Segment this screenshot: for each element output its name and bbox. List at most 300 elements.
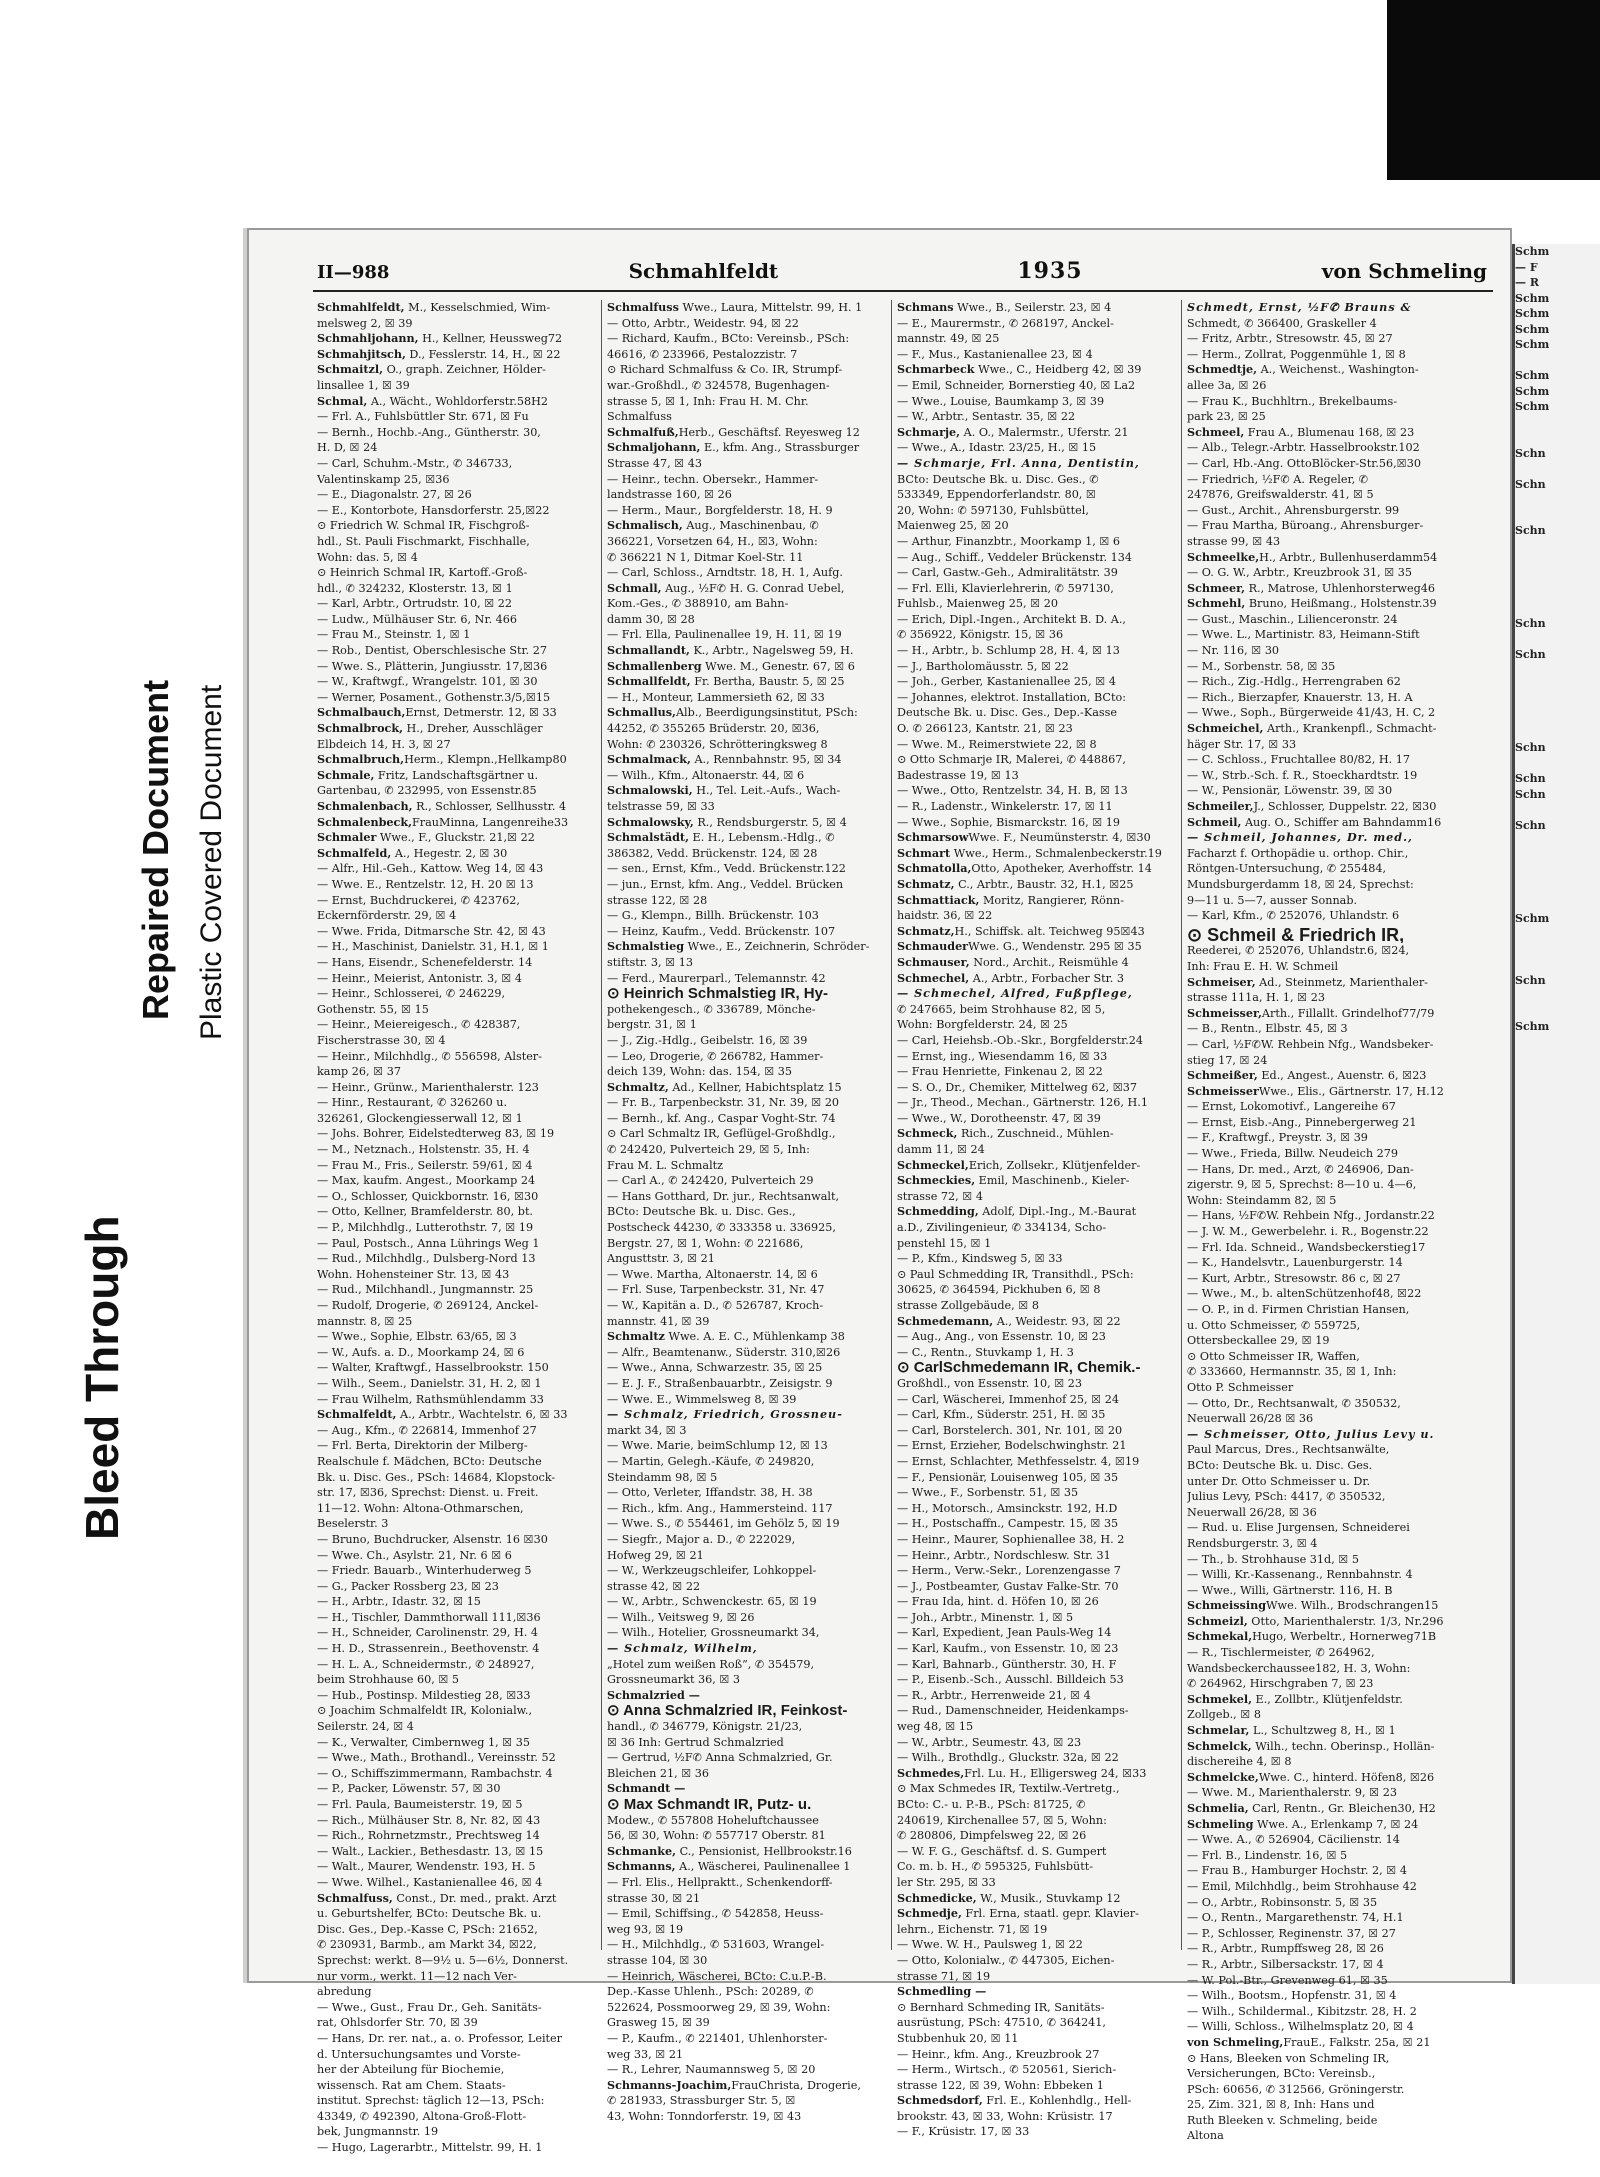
entry-surname: Schmauder [897, 939, 969, 954]
directory-entry [317, 955, 599, 971]
directory-entry [317, 674, 599, 690]
entry-text: Neuerwall 26/28, ☒ 36 [1187, 1505, 1317, 1519]
entry-text: — W., Kapitän a. D., ✆ 526787, Kroch- [607, 1299, 824, 1312]
entry-text: — P., Milchhdlg., Lutterothstr. 7, ☒ 19 [317, 1221, 534, 1235]
entry-text: Adolf, Dipl.-Ing., M.-Baurat [978, 1205, 1137, 1219]
directory-entry [317, 316, 599, 332]
directory-entry [607, 1485, 889, 1501]
label-repaired-document: Repaired Document [135, 679, 176, 1020]
directory-entry [897, 627, 1179, 643]
directory-entry [607, 2093, 889, 2109]
directory-entry [1187, 518, 1469, 534]
next-page-fragment [1515, 430, 1600, 446]
directory-entry [607, 1407, 889, 1423]
entry-text: — Aug., Kfm., ✆ 226814, Immenhof 27 [317, 1423, 537, 1437]
directory-entry [317, 1703, 599, 1719]
directory-entry [317, 659, 599, 675]
directory-entry [897, 2047, 1179, 2063]
entry-text: — Heinr., Meierist, Antonistr. 3, ☒ 4 [317, 971, 522, 985]
entry-text: Badestrasse 19, ☒ 13 [897, 768, 1019, 782]
directory-entry [897, 1173, 1179, 1189]
entry-text: Neuerwall 26/28 ☒ 36 [1187, 1412, 1314, 1426]
entry-surname: Schmal, [317, 393, 368, 408]
directory-entry [607, 503, 889, 519]
entry-text: — Aug., Ang., von Essenstr. 10, ☒ 23 [897, 1330, 1106, 1344]
entry-text: her der Abteilung für Biochemie, [317, 2063, 505, 2077]
entry-text: Moritz, Rangierer, Rönn- [979, 893, 1125, 907]
entry-text: handl., ✆ 346779, Königstr. 21/23, [607, 1720, 803, 1734]
next-page-fragment: Schm [1515, 245, 1550, 258]
entry-surname: Schmart [897, 845, 951, 860]
directory-entry [607, 1906, 889, 1922]
directory-entry [1187, 861, 1469, 877]
directory-entry [897, 893, 1179, 909]
entry-text: — H., Arbtr., Idastr. 32, ☒ 15 [317, 1595, 481, 1609]
directory-entry [897, 1594, 1179, 1610]
entry-text: — G., Klempn., Billh. Brückenstr. 103 [607, 909, 819, 923]
entry-text: — Rich., Mülhäuser Str. 8, Nr. 82, ☒ 43 [317, 1813, 541, 1827]
entry-text: bek, Jungmannstr. 19 [317, 2125, 439, 2139]
entry-text: Deutsche Bk. u. Disc. Ges., Dep.-Kasse [897, 706, 1117, 720]
directory-entry [897, 1282, 1179, 1298]
directory-entry [607, 409, 889, 425]
directory-entry [897, 1688, 1179, 1704]
entry-text: Aug. O., Schiffer am Bahndamm16 [1241, 815, 1442, 829]
directory-entry [607, 1173, 889, 1189]
directory-entry [607, 939, 889, 955]
directory-entry [897, 1189, 1179, 1205]
entry-text: strasse 42, ☒ 22 [607, 1579, 701, 1593]
entry-text: — S. O., Dr., Chemiker, Mittelweg 62, ☒37 [897, 1080, 1138, 1094]
entry-text: A., Rennbahnstr. 95, ☒ 34 [690, 753, 842, 767]
entry-text: ✆ 356922, Königstr. 15, ☒ 36 [897, 628, 1064, 642]
entry-text: — P., Kaufm., ✆ 221401, Uhlenhorster- [607, 2031, 828, 2045]
directory-entry [607, 518, 889, 534]
entry-surname: Schmarje, [897, 424, 961, 439]
entry-text: 43349, ✆ 492390, Altona-Groß-Flott- [317, 2109, 527, 2123]
entry-text: Maienweg 25, ☒ 20 [897, 519, 1009, 533]
directory-entry [1187, 1614, 1469, 1630]
entry-text: Arth., Krankenpfl., Schmacht- [1263, 722, 1437, 736]
directory-entry [607, 971, 889, 987]
column-2 [607, 300, 889, 2124]
entry-text: — Wilh., Brothdlg., Gluckstr. 32a, ☒ 22 [897, 1751, 1119, 1765]
directory-entry [1187, 1973, 1469, 1989]
entry-surname: Schmehl, [1187, 596, 1246, 611]
directory-entry [1187, 1458, 1469, 1474]
entry-text: war.-Großhdl., ✆ 324578, Bugenhagen- [607, 378, 830, 392]
directory-entry [317, 1610, 599, 1626]
entry-text: — Wwe., Gust., Frau Dr., Geh. Sanitäts- [317, 2000, 542, 2014]
entry-text: Emil, Maschinenb., Kieler- [975, 1174, 1130, 1188]
entry-text: — Arthur, Finanzbtr., Moorkamp 1, ☒ 6 [897, 534, 1121, 548]
entry-text: H., Schiffsk. alt. Teichweg 95☒43 [954, 924, 1145, 938]
next-page-fragment: Schm [1515, 307, 1550, 320]
directory-entry [317, 2000, 599, 2016]
entry-text: Fr. Bertha, Baustr. 5, ☒ 25 [690, 675, 845, 689]
next-page-fragment [1515, 802, 1600, 818]
directory-entry [1187, 1552, 1469, 1568]
directory-entry [317, 503, 599, 519]
directory-entry [607, 721, 889, 737]
entry-text: — Frau M., Fris., Seilerstr. 59/61, ☒ 4 [317, 1158, 533, 1172]
entry-text: u. Geburtshelfer, BCto: Deutsche Bk. u. [317, 1907, 542, 1921]
directory-entry [1187, 472, 1469, 488]
entry-text: — Schmeil, Johannes, Dr. med., [1187, 830, 1413, 845]
directory-entry [607, 425, 889, 441]
entry-text: — Wilh., Seem., Danielstr. 31, H. 2, ☒ 1 [317, 1376, 542, 1390]
entry-text: — Rich., Zig.-Hdlg., Herrengraben 62 [1187, 675, 1401, 689]
entry-text: H., Tel. Leit.-Aufs., Wach- [692, 784, 841, 798]
directory-entry [317, 409, 599, 425]
directory-entry [1187, 1349, 1469, 1365]
entry-text: — R., Ladenstr., Winkelerstr. 17, ☒ 11 [897, 800, 1113, 813]
entry-text: ausrüstung, PSch: 47510, ✆ 364241, [897, 2016, 1106, 2030]
entry-text: — J., Zig.-Hdlg., Geibelstr. 16, ☒ 39 [607, 1033, 808, 1047]
entry-surname: Schmeiler, [1187, 799, 1254, 813]
directory-entry [607, 1158, 889, 1174]
directory-entry [607, 316, 889, 332]
entry-text: FrauMinna, Langenreihe33 [412, 815, 569, 829]
entry-text: — G., Packer Rossberg 23, ☒ 23 [317, 1579, 499, 1593]
entry-surname: Schmalstädt, [607, 830, 689, 845]
directory-entry [897, 815, 1179, 831]
directory-entry [607, 1594, 889, 1610]
entry-text: — Carl A., ✆ 242420, Pulverteich 29 [607, 1174, 814, 1188]
entry-text: ⊙ Max Schmedes IR, Textilw.-Vertretg., [897, 1782, 1120, 1796]
entry-text: Hugo, Werbeltr., Hornerweg71B [1252, 1630, 1437, 1644]
directory-entry [317, 1438, 599, 1454]
entry-text: — W. Pol.-Btr., Grevenweg 61, ☒ 35 [1187, 1973, 1388, 1987]
entry-text: E. H., Lebensm.-Hdlg., ✆ [688, 831, 835, 845]
directory-entry [1187, 1084, 1469, 1100]
directory-entry [1187, 1645, 1469, 1661]
entry-text: Ad., Steinmetz, Marienthaler- [1255, 975, 1428, 989]
column-3 [897, 300, 1179, 2140]
directory-entry [317, 893, 599, 909]
directory-entry [897, 690, 1179, 706]
entry-text: strasse 5, ☒ 1, Inh: Frau H. M. Chr. [607, 394, 809, 408]
entry-surname: Schmeil, [1187, 814, 1242, 829]
entry-surname: Schmelck, [1187, 1738, 1252, 1753]
directory-entry [897, 1906, 1179, 1922]
directory-entry [1187, 2113, 1469, 2129]
entry-text: Wwe. Wilh., Brodschrangen15 [1266, 1599, 1439, 1613]
directory-entry [607, 1204, 889, 1220]
entry-text: Beselerstr. 3 [317, 1517, 389, 1531]
entry-text: Strasse 47, ☒ 43 [607, 456, 703, 470]
directory-entry [1187, 1707, 1469, 1723]
directory-entry [607, 1532, 889, 1548]
directory-entry [1187, 1801, 1469, 1817]
entry-text: Rich., Zuschneid., Mühlen- [957, 1127, 1114, 1141]
entry-text: 366221, Vorsetzen 64, H., ☒3, Wohn: [607, 534, 818, 548]
directory-entry [317, 518, 599, 534]
entry-text: A., Wäscherei, Paulinenallee 1 [675, 1860, 851, 1874]
directory-entry [897, 2093, 1179, 2109]
directory-entry [897, 1625, 1179, 1641]
entry-text: deich 139, Wohn: das. 154, ☒ 35 [607, 1065, 793, 1079]
entry-surname: Schmalowsky, [607, 814, 694, 829]
directory-entry [1187, 1396, 1469, 1412]
directory-entry [317, 1859, 599, 1875]
next-page-fragment [1515, 570, 1600, 586]
directory-entry [607, 1236, 889, 1252]
directory-entry [607, 1329, 889, 1345]
entry-text: — O., Schlosser, Quickbornstr. 16, ☒30 [317, 1189, 539, 1203]
directory-entry [897, 1204, 1179, 1220]
side-labels [60, 520, 230, 1720]
directory-entry [317, 1548, 599, 1564]
entry-text: Grossneumarkt 36, ☒ 3 [607, 1673, 741, 1687]
entry-text: unter Dr. Otto Schmeisser u. Dr. [1187, 1474, 1370, 1488]
directory-entry [1187, 565, 1469, 581]
entry-text: — Wwe., Sophie, Bismarckstr. 16, ☒ 19 [897, 815, 1121, 829]
directory-entry [1187, 1364, 1469, 1380]
entry-text: L., Schultzweg 8, H., ☒ 1 [1249, 1724, 1396, 1738]
entry-text: landstrasse 160, ☒ 26 [607, 488, 732, 502]
directory-entry [1187, 1333, 1469, 1349]
left-keyword: Schmahlfeldt [628, 259, 779, 283]
entry-text: strasse 104, ☒ 30 [607, 1953, 708, 1967]
entry-text: — Emil, Milchhdlg., beim Strohhause 42 [1187, 1879, 1417, 1893]
directory-entry [897, 534, 1179, 550]
entry-text: Co. m. b. H., ✆ 595325, Fuhlsbütt- [897, 1860, 1094, 1874]
directory-entry [607, 1922, 889, 1938]
entry-text: — K., Handelsvtr., Lauenburgerstr. 14 [1187, 1256, 1403, 1270]
entry-text: Valentinskamp 25, ☒36 [317, 472, 450, 486]
next-page-fragment: — F [1515, 260, 1538, 274]
next-page-fragment: Schn [1515, 787, 1546, 801]
entry-text: — Ernst, Schlachter, Methfesselstr. 4, ☒19 [897, 1454, 1140, 1468]
directory-entry [1187, 959, 1469, 975]
directory-entry [897, 456, 1179, 472]
directory-entry [897, 1423, 1179, 1439]
entry-surname: Schmekel, [1187, 1691, 1252, 1706]
directory-entry [607, 1376, 889, 1392]
directory-entry [897, 2062, 1179, 2078]
directory-entry [607, 1781, 889, 1797]
entry-surname: Schmatz, [897, 876, 955, 891]
directory-entry [317, 1937, 599, 1953]
directory-entry [607, 1672, 889, 1688]
entry-text: — R., Lehrer, Naumannsweg 5, ☒ 20 [607, 2063, 816, 2077]
entry-text: Eckernförderstr. 29, ☒ 4 [317, 909, 457, 923]
directory-entry [317, 1984, 599, 2000]
directory-entry [897, 1532, 1179, 1548]
directory-entry [317, 1781, 599, 1797]
entry-text: Const., Dr. med., prakt. Arzt [392, 1891, 557, 1905]
entry-text: abredung [317, 1985, 372, 1999]
directory-entry [607, 472, 889, 488]
directory-entry [1187, 534, 1469, 550]
entry-surname: Schmekal, [1187, 1629, 1253, 1644]
header-rule [313, 290, 1493, 292]
next-page-fragment [1515, 508, 1600, 524]
entry-surname: Schmalisch, [607, 518, 683, 533]
entry-surname: Schmallandt, [607, 643, 690, 658]
entry-surname: Schmedding, [897, 1204, 979, 1219]
entry-text: — Wwe., Soph., Bürgerweide 41/43, H. C, 2 [1187, 706, 1436, 720]
entry-text: C., Pensionist, Hellbrookstr.16 [676, 1844, 852, 1858]
directory-entry [897, 409, 1179, 425]
directory-entry [1187, 1739, 1469, 1755]
next-page-fragment [1515, 725, 1600, 741]
directory-entry [317, 1844, 599, 1860]
entry-text: Herb., Geschäftsf. Reyesweg 12 [678, 425, 860, 439]
entry-text: — R., Arbtr., Rumpffsweg 28, ☒ 26 [1187, 1942, 1384, 1956]
next-page-fragment [1515, 353, 1600, 369]
entry-text: — Wwe., Anna, Schwarzestr. 35, ☒ 25 [607, 1361, 823, 1375]
entry-text: — Karl, Arbtr., Ortrudstr. 10, ☒ 22 [317, 597, 513, 611]
entry-text: Hofweg 29, ☒ 21 [607, 1548, 704, 1562]
label-bleed-through: Bleed Through [76, 1215, 128, 1540]
entry-text: BCto: Deutsche Bk. u. Disc. Ges. [1187, 1458, 1373, 1472]
directory-entry [897, 752, 1179, 768]
entry-surname: Schmaitzl, [317, 362, 384, 377]
entry-text: — Paul, Postsch., Anna Lührings Weg 1 [317, 1236, 540, 1250]
entry-text: — Karl, Bahnarb., Güntherstr. 30, H. F [897, 1657, 1117, 1671]
directory-entry [897, 565, 1179, 581]
directory-entry [897, 1049, 1179, 1065]
entry-text: lehrn., Eichenstr. 71, ☒ 19 [897, 1922, 1048, 1936]
entry-surname: von Schmeling, [1187, 2034, 1284, 2049]
directory-entry [607, 815, 889, 831]
entry-text: — W., Arbtr., Schwenckestr. 65, ☒ 19 [607, 1595, 817, 1609]
directory-entry [1187, 1754, 1469, 1770]
entry-text: strasse Zollgebäude, ☒ 8 [897, 1299, 1039, 1312]
entry-text: 247876, Greifswalderstr. 41, ☒ 5 [1187, 488, 1374, 502]
directory-entry [897, 1376, 1179, 1392]
directory-entry [317, 1204, 599, 1220]
next-page-fragment: — R [1515, 276, 1539, 289]
entry-text: — Wwe. W. H., Paulsweg 1, ☒ 22 [897, 1938, 1083, 1952]
directory-entry [607, 1049, 889, 1065]
entry-surname: Schmall, [607, 580, 662, 595]
directory-entry [317, 799, 599, 815]
entry-text: 46616, ✆ 233966, Pestalozzistr. 7 [607, 347, 798, 361]
directory-entry [1187, 674, 1469, 690]
directory-entry [607, 1033, 889, 1049]
directory-entry [607, 2109, 889, 2125]
entry-text: — Wilh., Schildermal., Kibitzstr. 28, H. 2 [1187, 2004, 1417, 2018]
entry-text: ✆ 230931, Barmb., am Markt 34, ☒22, [317, 1938, 537, 1952]
next-page-fragment [1515, 461, 1600, 477]
directory-entry [897, 1438, 1179, 1454]
entry-surname: Schmalfeld, [317, 845, 392, 860]
entry-text: Wwe. C., hinterd. Höfen8, ☒26 [1258, 1770, 1435, 1784]
entry-text: — Johs. Bohrer, Eidelstedterweg 83, ☒ 19 [317, 1127, 555, 1141]
entry-text: — Martin, Gelegh.-Käufe, ✆ 249820, [607, 1454, 815, 1468]
entry-text: — E., Diagonalstr. 27, ☒ 26 [317, 488, 472, 502]
directory-entry [897, 939, 1179, 955]
entry-text: ✆ 366221 N 1, Ditmar Koel-Str. 11 [607, 550, 804, 564]
directory-entry [317, 721, 599, 737]
directory-entry [1187, 643, 1469, 659]
directory-entry [1187, 331, 1469, 347]
directory-entry [607, 1126, 889, 1142]
entry-text: BCto: Deutsche Bk. u. Disc. Ges., ✆ [897, 472, 1099, 486]
entry-text: FrauE., Falkstr. 25a, ☒ 21 [1283, 2035, 1431, 2049]
directory-entry [607, 1002, 889, 1018]
entry-text: Wohn: das. 5, ☒ 4 [317, 550, 418, 564]
entry-text: Ottersbeckallee 29, ☒ 19 [1187, 1334, 1330, 1348]
entry-text: FrauChrista, Drogerie, [731, 2078, 861, 2092]
directory-entry [897, 1298, 1179, 1314]
entry-surname: Schmeckel, [897, 1157, 969, 1172]
entry-text: ⊙ Friedrich W. Schmal IR, Fischgroß- [317, 519, 530, 533]
directory-entry [897, 2000, 1179, 2016]
entry-surname: Schmarsow [897, 830, 969, 845]
directory-entry [1187, 908, 1469, 924]
entry-surname: Schmelcke, [1187, 1769, 1259, 1784]
entry-text: damm 30, ☒ 28 [607, 612, 695, 626]
directory-entry [897, 643, 1179, 659]
entry-text: Bergstr. 27, ☒ 1, Wohn: ✆ 221686, [607, 1236, 804, 1250]
directory-entry [317, 752, 599, 768]
entry-text: — Heinr., Maurer, Sophienallee 38, H. 2 [897, 1532, 1125, 1546]
entry-text: — Frl. Berta, Direktorin der Milberg- [317, 1439, 528, 1453]
directory-entry [1187, 928, 1469, 944]
directory-entry [897, 768, 1179, 784]
directory-entry [897, 1797, 1179, 1813]
entry-text: Fuhlsb., Maienweg 25, ☒ 20 [897, 597, 1058, 611]
directory-entry [607, 1314, 889, 1330]
next-page-fragment: Schm [1515, 384, 1550, 398]
entry-text: Grasweg 15, ☒ 39 [607, 2016, 710, 2030]
directory-entry [1187, 1380, 1469, 1396]
directory-entry [607, 2000, 889, 2016]
next-page-fragment: Schm [1515, 400, 1550, 413]
directory-entry [1187, 1489, 1469, 1505]
entry-text: — J., Bartholomäusstr. 5, ☒ 22 [897, 659, 1069, 673]
directory-entry [897, 1750, 1179, 1766]
entry-text: — Karl, Expedient, Jean Pauls-Weg 14 [897, 1626, 1112, 1640]
entry-text: — Frl. Suse, Tarpenbeckstr. 31, Nr. 47 [607, 1283, 825, 1297]
entry-text: ⊙ Carl Schmaltz IR, Geflügel-Großhdlg., [607, 1127, 836, 1141]
directory-entry [1187, 1848, 1469, 1864]
directory-entry [1187, 1941, 1469, 1957]
directory-entry [607, 300, 889, 316]
entry-text: — Herm., Wirtsch., ✆ 520561, Sierich- [897, 2063, 1117, 2077]
directory-entry [1187, 1661, 1469, 1677]
directory-entry [897, 1017, 1179, 1033]
directory-entry [1187, 1208, 1469, 1224]
directory-entry [317, 1407, 599, 1423]
entry-text: — Walter, Kraftwgf., Hasselbrookstr. 150 [317, 1361, 549, 1375]
entry-surname: Schmedje, [897, 1906, 962, 1921]
directory-entry [897, 503, 1179, 519]
directory-entry [897, 1345, 1179, 1361]
entry-text: — J. W. M., Gewerbelehr. i. R., Bogenstr.22 [1187, 1225, 1429, 1239]
directory-entry [1187, 1567, 1469, 1583]
entry-text: — Wwe., A., Idastr. 23/25, H., ☒ 15 [897, 441, 1097, 455]
directory-entry [1187, 2097, 1469, 2113]
entry-text: Zollgeb., ☒ 8 [1187, 1708, 1261, 1722]
entry-text: A. O., Malermstr., Uferstr. 21 [960, 425, 1129, 439]
entry-text: BCto: Deutsche Bk. u. Disc. Ges., [607, 1205, 796, 1219]
next-page-fragment [1515, 1004, 1600, 1020]
directory-entry [897, 799, 1179, 815]
directory-entry [317, 924, 599, 940]
entry-text: — Frau Ida, hint. d. Höfen 10, ☒ 26 [897, 1595, 1099, 1609]
next-page-fragment [1515, 756, 1600, 772]
directory-entry [317, 2031, 599, 2047]
directory-entry [317, 830, 599, 846]
entry-text: 43, Wohn: Tonndorferstr. 19, ☒ 43 [607, 2109, 802, 2123]
directory-entry [897, 1033, 1179, 1049]
entry-text: — Wwe., Math., Brothandl., Vereinsstr. 52 [317, 1751, 556, 1765]
